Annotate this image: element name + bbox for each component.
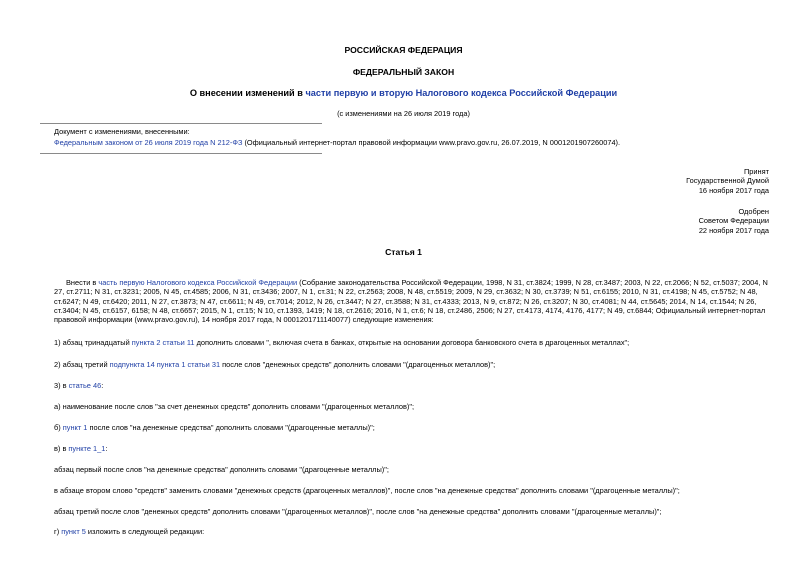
- item3c-text: :: [105, 444, 108, 453]
- law-title: [0, 88, 807, 100]
- approved-line1: Одобрен: [738, 207, 769, 216]
- amending-law-source: (Официальный интернет-портал правовой информации www.pravo.gov.ru, 26.07.2019, N 0001201907260074).: [242, 138, 621, 147]
- law-type-heading: ФЕДЕРАЛЬНЫЙ ЗАКОН: [352, 67, 455, 77]
- item3d-text: изложить в следующей редакции:: [85, 527, 205, 536]
- law-title-link[interactable]: части первую и вторую Налогового кодекса Российской Федерации: [305, 88, 618, 98]
- item2-text: после слов "денежных средств" дополнить словами "(драгоценных металлов)";: [220, 360, 496, 369]
- adopted-line1: Принят: [743, 167, 769, 176]
- article-item-3c: [54, 444, 107, 453]
- item1-prefix: 1) абзац тринадцатый: [54, 338, 132, 347]
- item3b-prefix: б): [54, 423, 63, 432]
- item1-link[interactable]: пункта 2 статьи 11: [131, 338, 195, 347]
- adopted-block: [686, 167, 769, 195]
- approved-line3: 22 ноября 2017 года: [698, 225, 769, 235]
- article-item-3c-3: абзац третий после слов "денежных средств" дополнить словами "(драгоценных металлов)", после слов "на денежные средства" дополнить словами "(драгоценные металлы)";: [54, 507, 662, 516]
- item3-prefix: 3) в: [54, 381, 69, 390]
- divider-top: [40, 123, 322, 124]
- article-item-2: [54, 360, 495, 369]
- amending-law-link[interactable]: Федеральным законом от 26 июля 2019 года N 212-ФЗ: [54, 138, 243, 147]
- article-item-3b: [54, 423, 375, 432]
- article-intro: [54, 278, 770, 324]
- item3-link[interactable]: статье 46: [68, 381, 102, 390]
- item2-prefix: 2) абзац третий: [54, 360, 110, 369]
- item3b-text: после слов "на денежные средства" дополнить словами "(драгоценные металлы)";: [87, 423, 375, 432]
- intro-link[interactable]: часть первую Налогового кодекса Российской Федерации: [98, 278, 298, 287]
- edition-note: (с изменениями на 26 июля 2019 года): [337, 109, 470, 118]
- article-item-1: [54, 338, 629, 347]
- intro-prefix: Внести в: [66, 278, 99, 287]
- changes-line: [54, 138, 620, 147]
- item3b-link[interactable]: пункт 1: [62, 423, 88, 432]
- item3d-link[interactable]: пункт 5: [61, 527, 86, 536]
- approved-line2: Советом Федерации: [698, 216, 769, 226]
- adopted-line3: 16 ноября 2017 года: [698, 185, 769, 195]
- item3-text: :: [101, 381, 104, 390]
- country-heading: РОССИЙСКАЯ ФЕДЕРАЦИЯ: [344, 45, 463, 55]
- item3c-prefix: в) в: [54, 444, 69, 453]
- article-item-3c-1: абзац первый после слов "на денежные средства" дополнить словами "(драгоценные металлы)";: [54, 465, 389, 474]
- approved-block: [699, 207, 769, 235]
- adopted-line2: Государственной Думой: [686, 176, 769, 186]
- changes-label: Документ с изменениями, внесенными:: [54, 127, 190, 136]
- item2-link[interactable]: подпункта 14 пункта 1 статьи 31: [109, 360, 221, 369]
- article-item-3c-2: в абзаце втором слово "средств" заменить словами "денежных средств (драгоценных металлов)", после слов "на денежные средства" дополнить словами "(драгоценные металлы)";: [54, 486, 680, 495]
- intro-text: (Собрание законодательства Российской Федерации, 1998, N 31, ст.3824; 1999, N 28, ст.3487; 2003, N 22, ст.2066; N 52, ст.5037; 2004, N 27, ст.2711; N 31, ст.3231; 2005, N 45, ст.4585; 2006, N 31, ст.3436; 2007, N 1, ст.31; N 22, ст.2563; 2008, N 48, ст.5519; 2009, N 29, ст.3632; N 30, ст.3739; N 51, ст.6155; 2010, N 31, ст.4198; N 45, ст.5752; N 48, ст.6247; N 49, ст.6420; 2011, N 27, ст.3873; N 47, ст.6611; N 49, ст.7014; 2012, N 26, ст.3447; N 27, ст.3588; N 31, ст.4333; 2013, N 9, ст.872; N 26, ст.3207; N 30, ст.4081; N 44, ст.5645; 2014, N 14, ст.1544; N 26, ст.3404; N 45, ст.6157, 6158; N 48, ст.6657; 2015, N 1, ст.15; N 10, ст.1393, 1419; N 18, ст.2616; 2016, N 1, ст.6; N 18, ст.2486, 2506; N 27, ст.4173, 4174, 4176, 4177; N 49, ст.6844; Официальный интернет-портал правовой информации (www.pravo.gov.ru), 14 ноября 2017 года, N 0001201711140077) следующие изменения:: [54, 278, 768, 324]
- item3c-link[interactable]: пункте 1_1: [68, 444, 106, 453]
- article-item-3: [54, 381, 103, 390]
- article-heading: Статья 1: [385, 247, 422, 257]
- item3d-prefix: г): [54, 527, 62, 536]
- article-item-3d: [54, 527, 204, 536]
- item1-text: дополнить словами ", включая счета в банках, открытые на основании договора банковского счета в драгоценных металлах";: [194, 338, 630, 347]
- divider-bottom: [40, 153, 322, 154]
- article-item-3a: а) наименование после слов "за счет денежных средств" дополнить словами "(драгоценных металлов)";: [54, 402, 415, 411]
- law-title-prefix: О внесении изменений в: [189, 88, 306, 98]
